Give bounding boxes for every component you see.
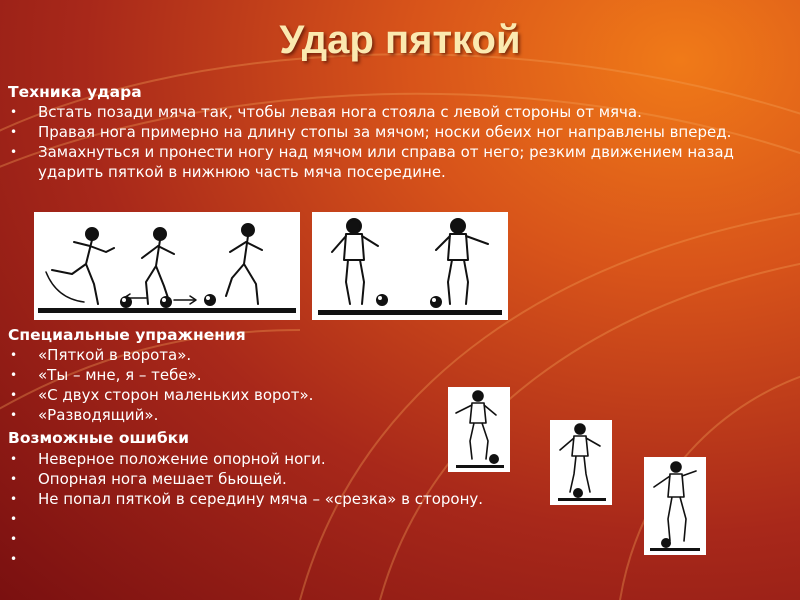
list-item: • Встать позади мяча так, чтобы левая нога стояла с левой стороны от мяча. [10, 102, 780, 122]
exercises-list [10, 345, 450, 425]
exercises-heading: Специальные упражнения [8, 326, 246, 344]
list-item [10, 529, 570, 549]
list-item: • «Ты – мне, я – тебе». [10, 365, 450, 385]
list-item: • «Пяткой в ворота». [10, 345, 450, 365]
player-dribble-illustration-3 [644, 457, 706, 555]
list-item [10, 549, 570, 569]
list-item: • «Разводящий». [10, 405, 450, 425]
heel-kick-front-view-illustration [312, 212, 508, 320]
mistakes-heading: Возможные ошибки [8, 429, 190, 447]
list-item: • Не попал пяткой в середину мяча – «срезка» в сторону. [10, 489, 570, 509]
list-item: • Замахнуться и пронести ногу над мячом или справа от него; резким движением назад ударить пяткой в нижнюю часть мяча посередине. [10, 142, 780, 182]
slide-title: Удар пяткой [279, 18, 521, 62]
technique-heading: Техника удара [8, 83, 142, 101]
list-item [10, 509, 570, 529]
heel-kick-sequence-illustration [34, 212, 300, 320]
list-item: • Опорная нога мешает бьющей. [10, 469, 570, 489]
list-item: • Правая нога примерно на длину стопы за мячом; носки обеих ног направлены вперед. [10, 122, 780, 142]
list-item: • Неверное положение опорной ноги. [10, 449, 570, 469]
technique-list [10, 102, 780, 182]
player-dribble-illustration-1 [448, 387, 510, 472]
list-item: • «С двух сторон маленьких ворот». [10, 385, 450, 405]
player-dribble-illustration-2 [550, 420, 612, 505]
